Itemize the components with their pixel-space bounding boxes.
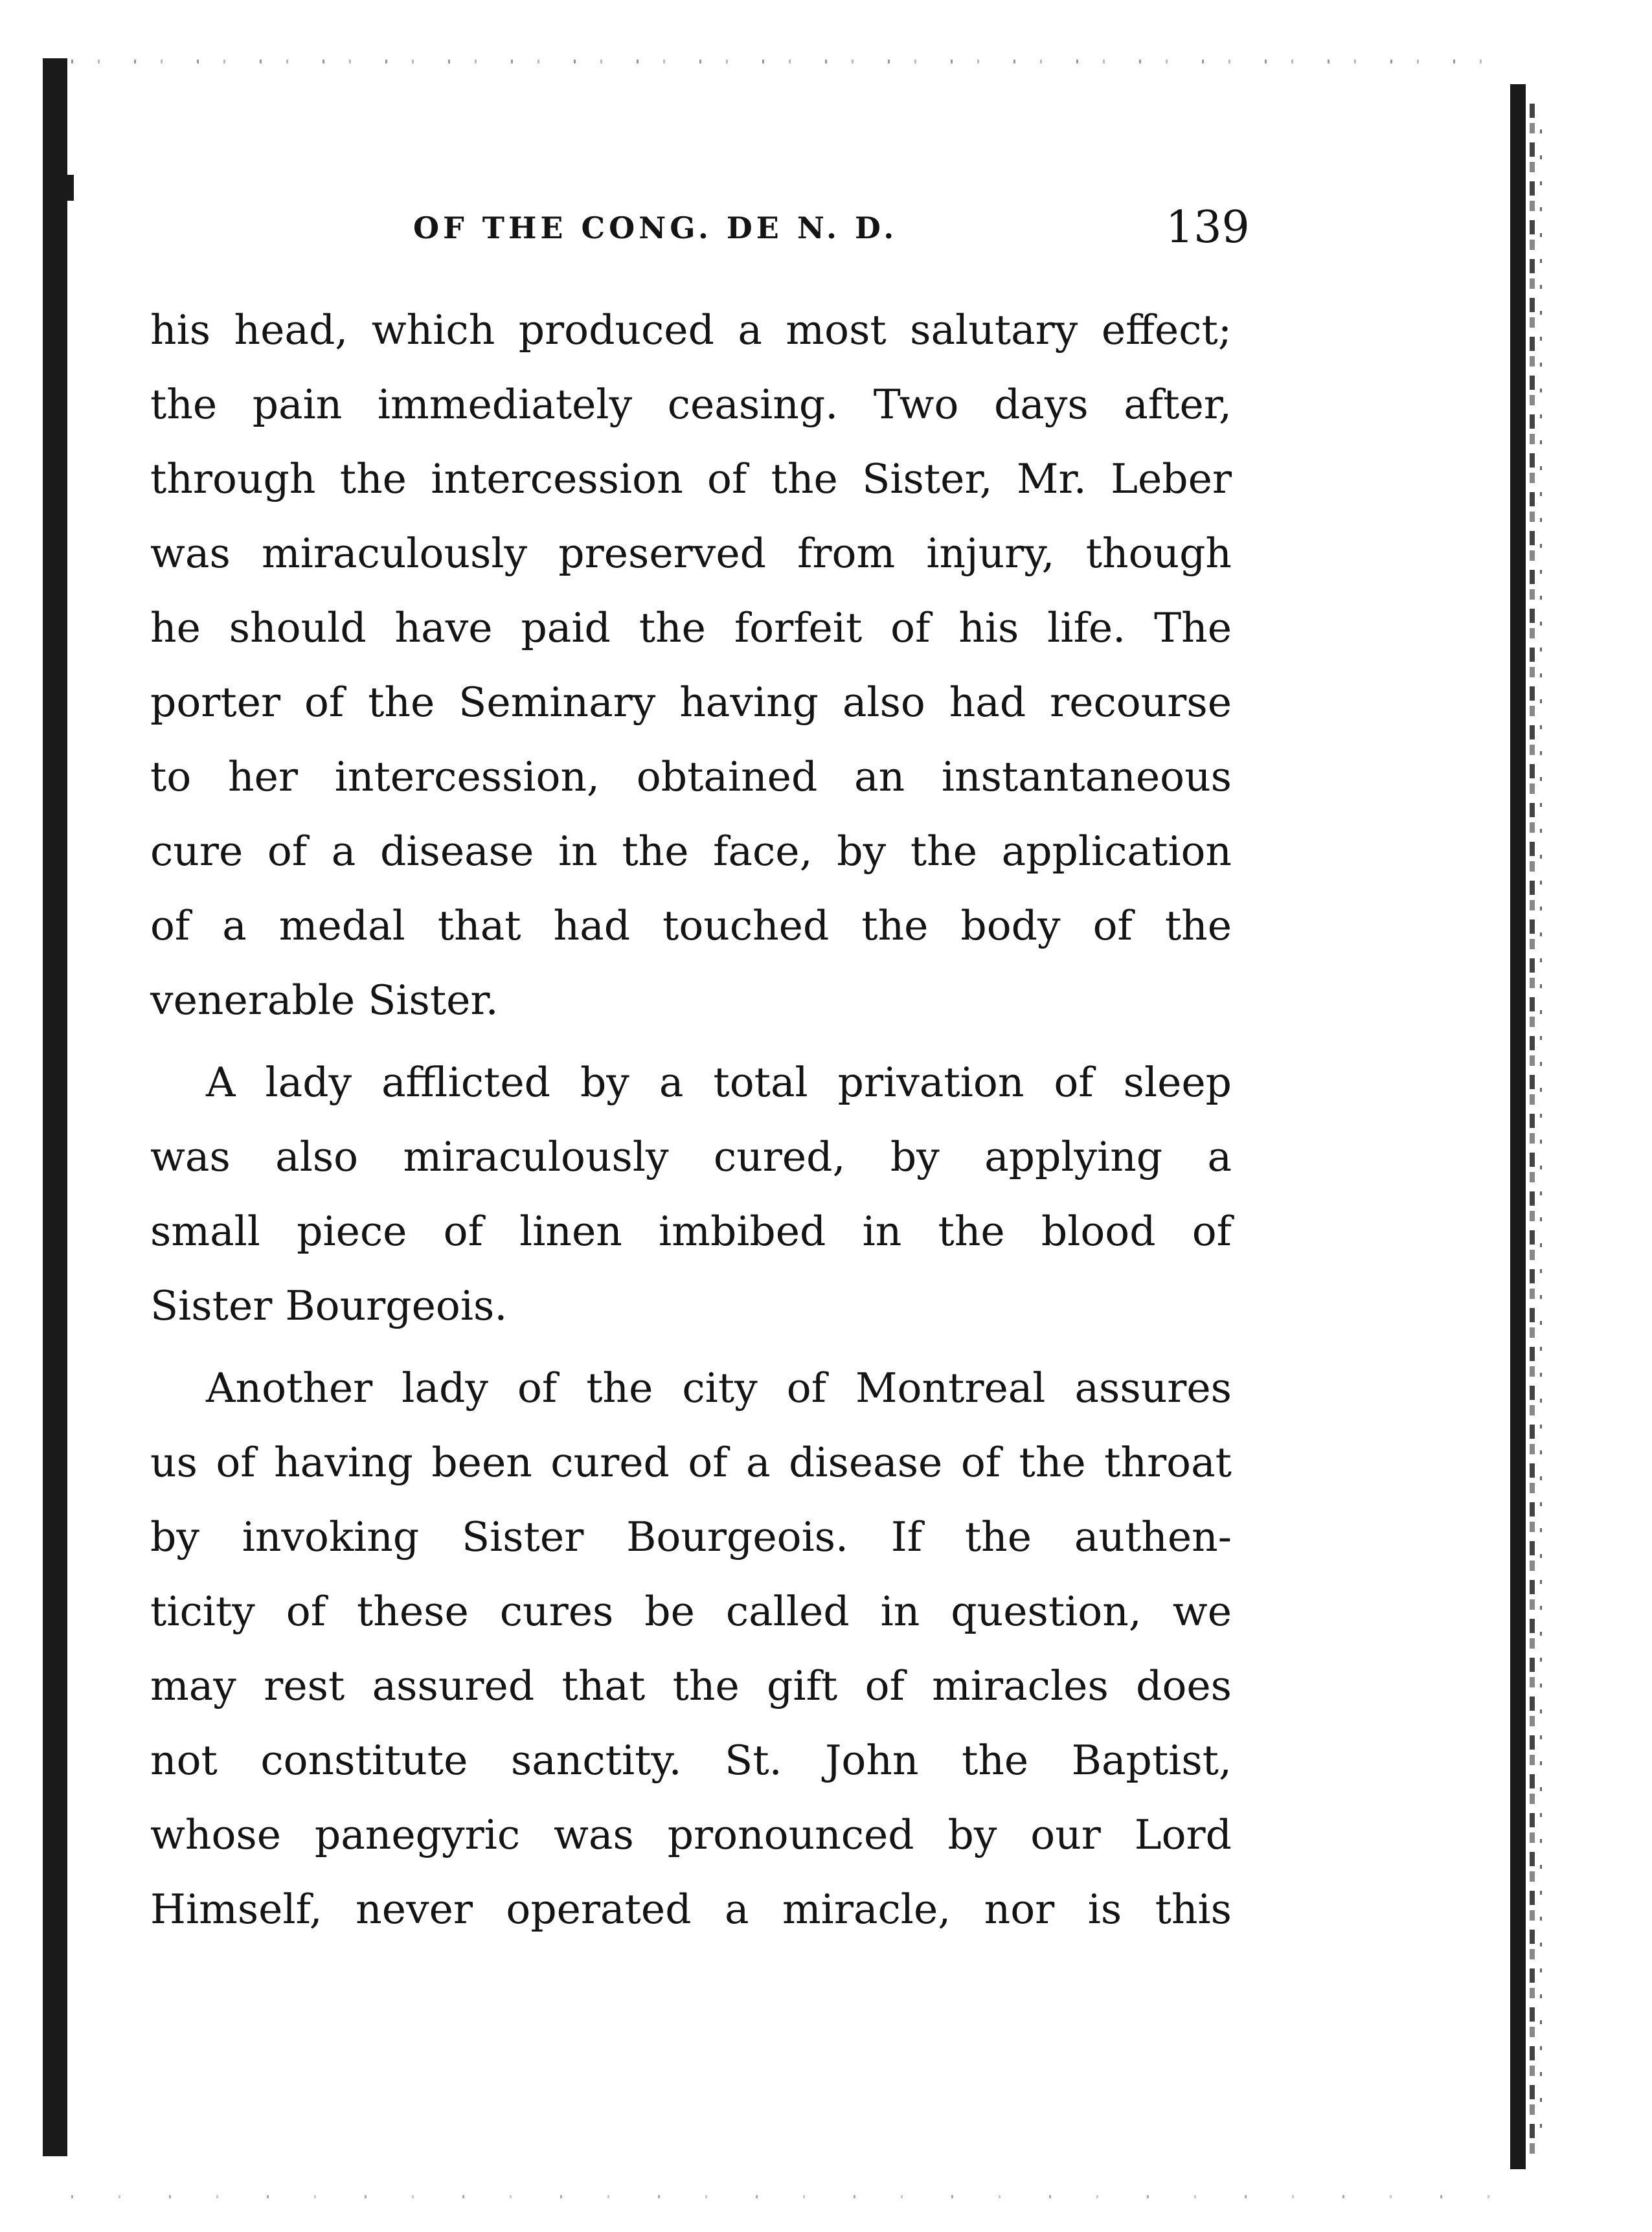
text-line: the pain immediately ceasing. Two days after, (150, 381, 1232, 428)
top-scan-noise (71, 60, 1496, 63)
text-line: to her intercession, obtained an instantaneous (150, 753, 1232, 800)
text-line: of a medal that had touched the body of the (150, 902, 1232, 949)
page-header (0, 202, 1652, 254)
text-line: Sister Bourgeois. (150, 1282, 508, 1329)
text-line: cure of a disease in the face, by the application (150, 828, 1232, 875)
body-text (150, 293, 1232, 1946)
page-number: 139 (1166, 202, 1250, 253)
text-line: by invoking Sister Bourgeois. If the authen- (150, 1513, 1232, 1561)
text-line: through the intercession of the Sister, Mr. Leber (150, 455, 1232, 502)
text-line: Himself, never operated a miracle, nor is this (150, 1886, 1232, 1933)
text-line: small piece of linen imbibed in the blood of (150, 1208, 1232, 1255)
text-line: his head, which produced a most salutary effect; (150, 306, 1232, 354)
paragraph-3 (150, 1351, 1232, 1946)
right-page-edge-stripe (1530, 104, 1535, 2163)
text-line: was also miraculously cured, by applying a (150, 1133, 1232, 1180)
paragraph-2 (150, 1045, 1232, 1343)
paragraph-1 (150, 293, 1232, 1037)
left-binding-notch (65, 175, 74, 201)
text-line: porter of the Seminary having also had recourse (150, 679, 1232, 726)
text-line: may rest assured that the gift of miracles does (150, 1662, 1232, 1709)
running-head: OF THE CONG. DE N. D. (413, 210, 898, 245)
text-line: whose panegyric was pronounced by our Lord (150, 1811, 1232, 1858)
text-line: not constitute sanctity. St. John the Baptist, (150, 1737, 1232, 1784)
text-line: A lady afflicted by a total privation of sleep (206, 1059, 1232, 1106)
right-page-edge-shadow (1510, 84, 1526, 2169)
text-line: venerable Sister. (150, 976, 499, 1024)
bottom-scan-noise (71, 2195, 1496, 2198)
text-line: Another lady of the city of Montreal assures (206, 1364, 1232, 1412)
text-line: ticity of these cures be called in question, we (150, 1588, 1232, 1635)
right-page-edge-dots (1540, 130, 1542, 2137)
text-line: he should have paid the forfeit of his life. The (150, 604, 1232, 651)
left-binding-shadow (43, 58, 67, 2156)
text-line: us of having been cured of a disease of the throat (150, 1439, 1232, 1486)
text-line: was miraculously preserved from injury, though (150, 530, 1232, 577)
